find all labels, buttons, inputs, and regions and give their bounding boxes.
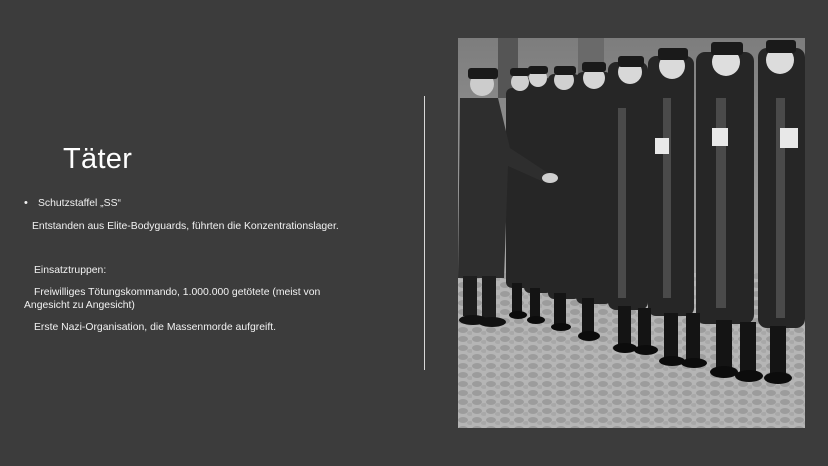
text-ss-description: Entstanden aus Elite-Bodyguards, führten die Konzentrationslager. bbox=[32, 221, 339, 232]
text-einsatztruppen-line1: Freiwilliges Tötungskommando, 1.000.000 getötete (meist von bbox=[34, 287, 321, 298]
slide-title: Täter bbox=[63, 143, 133, 175]
historical-photo-soldiers-handshake-icon bbox=[458, 38, 805, 428]
vertical-divider bbox=[424, 96, 425, 370]
bullet-item-ss: Schutzstaffel „SS“ bbox=[38, 198, 121, 209]
bullet-point-icon: • bbox=[24, 197, 28, 209]
text-einsatztruppen-heading: Einsatztruppen: bbox=[34, 265, 107, 276]
historical-photo bbox=[458, 38, 805, 428]
text-einsatztruppen-line2: Angesicht zu Angesicht) bbox=[24, 300, 135, 311]
text-einsatztruppen-line3: Erste Nazi-Organisation, die Massenmorde aufgreift. bbox=[34, 322, 276, 333]
